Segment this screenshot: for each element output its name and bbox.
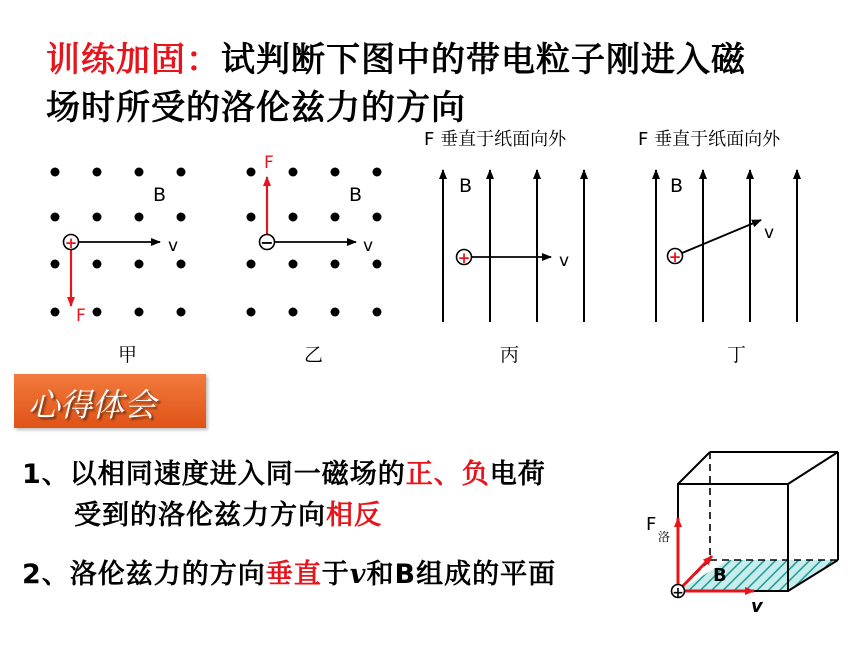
force-label-cube: F <box>646 514 657 535</box>
field-label-yi: B <box>349 184 363 206</box>
answer-bing: F 垂直于纸面向外 <box>424 129 567 150</box>
point-2-velocity: v <box>349 559 367 590</box>
summary-heading: 心得体会 <box>28 386 157 424</box>
velocity-label-ding: v <box>764 223 775 243</box>
point-2-line <box>22 552 556 591</box>
point-1-separator: 、 <box>433 459 462 490</box>
answer-ding: F 垂直于纸面向外 <box>638 129 781 150</box>
point-1-text-c: 受到的洛伦兹力方向 <box>74 500 326 531</box>
point-1-opposite: 相反 <box>326 500 382 531</box>
point-1-number: 1、 <box>22 459 70 490</box>
point-2-text-c: 和B组成的平面 <box>366 559 557 590</box>
summary-heading-box <box>14 374 206 428</box>
velocity-label-jia: v <box>168 236 179 256</box>
charge-sign-jia: + <box>64 234 78 252</box>
cube-diagram <box>646 452 838 617</box>
velocity-label-bing: v <box>559 251 570 271</box>
figure-label-bing: 丙 <box>500 344 520 366</box>
figure-bing <box>424 129 584 322</box>
charge-sign-ding: + <box>668 248 682 266</box>
point-2-number: 2、 <box>22 559 70 590</box>
figure-jia <box>51 168 186 327</box>
point-2-text-a: 洛伦兹力的方向 <box>69 559 266 590</box>
title-text-line1: 试判断下图中的带电粒子刚进入磁 <box>221 40 746 80</box>
point-1-positive: 正 <box>405 459 434 490</box>
figure-ding <box>638 129 797 322</box>
figure-yi <box>247 153 382 317</box>
title-text-line2: 场时所受的洛伦兹力的方向 <box>46 88 466 128</box>
force-label-sub-cube: 洛 <box>658 530 671 544</box>
velocity-label-cube: v <box>751 596 763 617</box>
charge-sign-yi: − <box>260 233 274 252</box>
field-label-cube: B <box>713 565 727 586</box>
figure-label-ding: 丁 <box>727 344 747 366</box>
point-1-line-1 <box>22 452 546 491</box>
field-label-ding: B <box>670 175 684 197</box>
point-2-perpendicular: 垂直 <box>265 559 322 590</box>
point-1-negative: 负 <box>461 459 490 490</box>
field-label-bing: B <box>459 175 473 197</box>
figure-label-yi: 乙 <box>304 344 324 366</box>
point-2-text-b: 于 <box>321 559 350 590</box>
point-1-text-a: 以相同速度进入同一磁场的 <box>69 459 406 490</box>
force-label-yi: F <box>264 153 274 173</box>
velocity-label-yi: v <box>363 236 374 256</box>
point-1-line-2 <box>74 493 382 532</box>
title-prefix: 训练加固： <box>46 40 221 80</box>
charge-sign-bing: + <box>457 249 471 267</box>
charge-sign-cube: + <box>672 585 684 601</box>
point-1-text-b: 电荷 <box>489 459 546 490</box>
figure-label-jia: 甲 <box>118 344 138 366</box>
field-label-jia: B <box>153 184 167 206</box>
force-label-jia: F <box>76 306 86 326</box>
